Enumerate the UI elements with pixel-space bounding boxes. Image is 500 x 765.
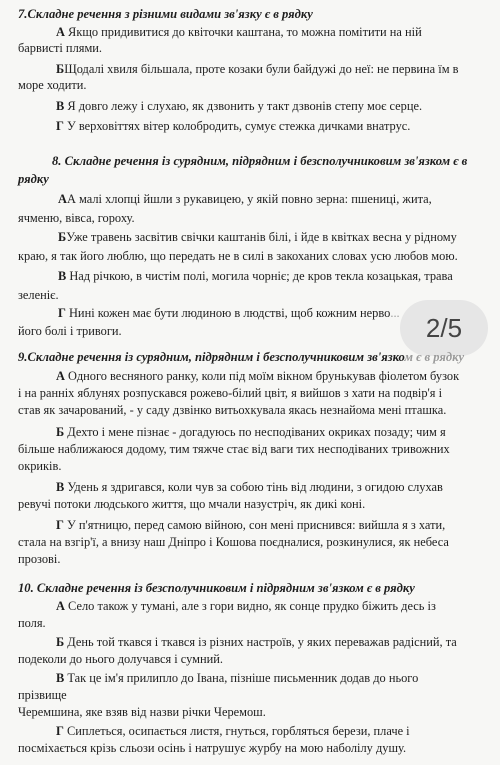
q7-option-b: [56, 61, 459, 77]
question-10-title: 10. Складне речення із безсполучниковим і підрядним зв'язком є в рядку: [18, 581, 415, 595]
option-text: День той ткався і ткався із різних настроїв, у яких переважав радісний, та: [64, 635, 457, 649]
q10-option-a-cont: поля.: [18, 616, 46, 630]
q7-option-g: [56, 118, 410, 134]
question-8-title-cont: рядку: [18, 172, 49, 186]
q10-option-v: [56, 670, 418, 686]
q8-option-g-cont: його болі і тривоги.: [18, 324, 122, 338]
option-text: Одного весняного ранку, коли під моїм вікном брунькував фіолетом бузок: [64, 369, 460, 383]
q8-option-a-cont: ячменю, вівса, гороху.: [18, 211, 135, 225]
option-letter: В: [56, 99, 65, 113]
option-letter: Г: [56, 518, 64, 532]
option-letter: В: [56, 671, 65, 685]
option-letter: Б: [56, 635, 65, 649]
option-letter: А: [56, 369, 65, 383]
q8-option-b: [58, 229, 457, 245]
q9-option-b-cont-1: більше наближаюся додому, тим тяжче стає від ваги тих несподіваних тривожних: [18, 442, 450, 456]
q10-option-g: [56, 723, 410, 739]
q10-option-g-cont: посміхається крізь сльози осінь і натрушує журбу на мою наболілу душу.: [18, 741, 407, 755]
option-text: У верховіттях вітер колобродить, сумує стежка дичками внатрус.: [63, 119, 411, 133]
q10-option-b-cont: подеколи до нього долучався і сумний.: [18, 652, 224, 666]
q9-option-v: [56, 479, 443, 495]
q7-option-v: [56, 98, 422, 114]
q9-option-g-cont-2: прозові.: [18, 552, 61, 566]
q9-option-a-cont-2: став як зачарований, - у саду дзвінко витьохкувала якась незнайома мені пташка.: [18, 403, 447, 417]
option-text: Так це ім'я прилипло до Івана, пізніше письменник додав до нього: [64, 671, 419, 685]
question-title-faded: м є в рядку: [404, 350, 465, 364]
q9-option-b-cont-2: окриків.: [18, 459, 62, 473]
option-letter: В: [56, 480, 65, 494]
question-9-title: [18, 349, 464, 365]
option-text-faded: ...: [390, 306, 400, 320]
option-text: Якщо придивитися до квіточки каштана, то можна помітити на ній: [64, 25, 422, 39]
page-indicator[interactable]: 2/5: [400, 300, 488, 356]
question-7-title: 7.Складне речення з різними видами зв'язку є в рядку: [18, 7, 313, 21]
q9-option-v-cont: ревучі потоки людського життя, що мчали назустріч, як дикі коні.: [18, 497, 366, 511]
option-text: Я довго лежу і слухаю, як дзвонить у такт дзвонів степу моє серце.: [64, 99, 423, 113]
option-text: Нині кожен має бути людиною в людстві, щоб кожним нерво: [65, 306, 391, 320]
q7-option-a-cont: барвисті плями.: [18, 41, 103, 55]
q9-option-b: [56, 424, 446, 440]
question-8-title: 8. Складне речення із сурядним, підрядним і безсполучниковим зв'язком є в: [52, 154, 468, 168]
option-text: Уже травень засвітив свічки каштанів білі, і йде в квітках весна у рідному: [66, 230, 457, 244]
q7-option-a: [56, 24, 422, 40]
q7-option-b-cont: море ходити.: [18, 78, 87, 92]
option-text: Щодалі хвиля більшала, проте козаки були байдужі до неї: не первина їм в: [64, 62, 459, 76]
q9-option-g-cont-1: стала на взгір'ї, а внизу наш Дніпро і Кошова поєдналися, розкинулися, як небеса: [18, 535, 449, 549]
option-letter: В: [58, 269, 67, 283]
option-letter: А: [58, 192, 67, 206]
option-text: А малі хлопці йшли з рукавицею, у якій повно зерна: пшениці, жита,: [66, 192, 432, 206]
q10-option-b: [56, 634, 457, 650]
option-letter: Б: [56, 425, 65, 439]
option-letter: Г: [56, 119, 64, 133]
q8-option-g: [58, 305, 400, 321]
option-letter: А: [56, 599, 65, 613]
option-letter: Б: [56, 62, 65, 76]
option-text: Сиплеться, осипається листя, гнуться, горбляться берези, плаче і: [63, 724, 410, 738]
option-letter: Б: [58, 230, 67, 244]
question-title-text: 9.Складне речення із сурядним, підрядним і безсполучниковим зв'язко: [18, 350, 405, 364]
q10-option-v-cont-2: Черемшина, яке взяв від назви річки Черемош.: [18, 705, 266, 719]
q9-option-g: [56, 517, 445, 533]
option-letter: А: [56, 25, 65, 39]
option-letter: Г: [58, 306, 66, 320]
option-text: Удень я здригався, коли чув за собою тінь від людини, з огидою слухав: [64, 480, 443, 494]
option-text: Над річкою, в чистім полі, могила чорніє; де кров текла козацькая, трава: [66, 269, 453, 283]
q9-option-a: [56, 368, 459, 384]
q8-option-v-cont: зеленіє.: [18, 288, 59, 302]
q10-option-v-cont-1: прізвище: [18, 688, 67, 702]
q9-option-a-cont-1: і на ранніх яблунях розпускався рожево-білий цвіт, я вийшов з хати на подвір'я і: [18, 386, 443, 400]
option-text: Село також у тумані, але з гори видно, як сонце прудко біжить десь із: [64, 599, 436, 613]
q8-option-b-cont: краю, я так його люблю, що передать не в силі в закоханих словах усю любов мою.: [18, 249, 458, 263]
option-letter: Г: [56, 724, 64, 738]
q8-option-v: [58, 268, 453, 284]
option-text: Дехто і мене пізнає - догадуюсь по несподіваних окриках позаду; чим я: [64, 425, 446, 439]
q8-option-a: [58, 191, 432, 207]
option-text: У п'ятницю, перед самою війною, сон мені приснився: вийшла я з хати,: [63, 518, 446, 532]
q10-option-a: [56, 598, 436, 614]
